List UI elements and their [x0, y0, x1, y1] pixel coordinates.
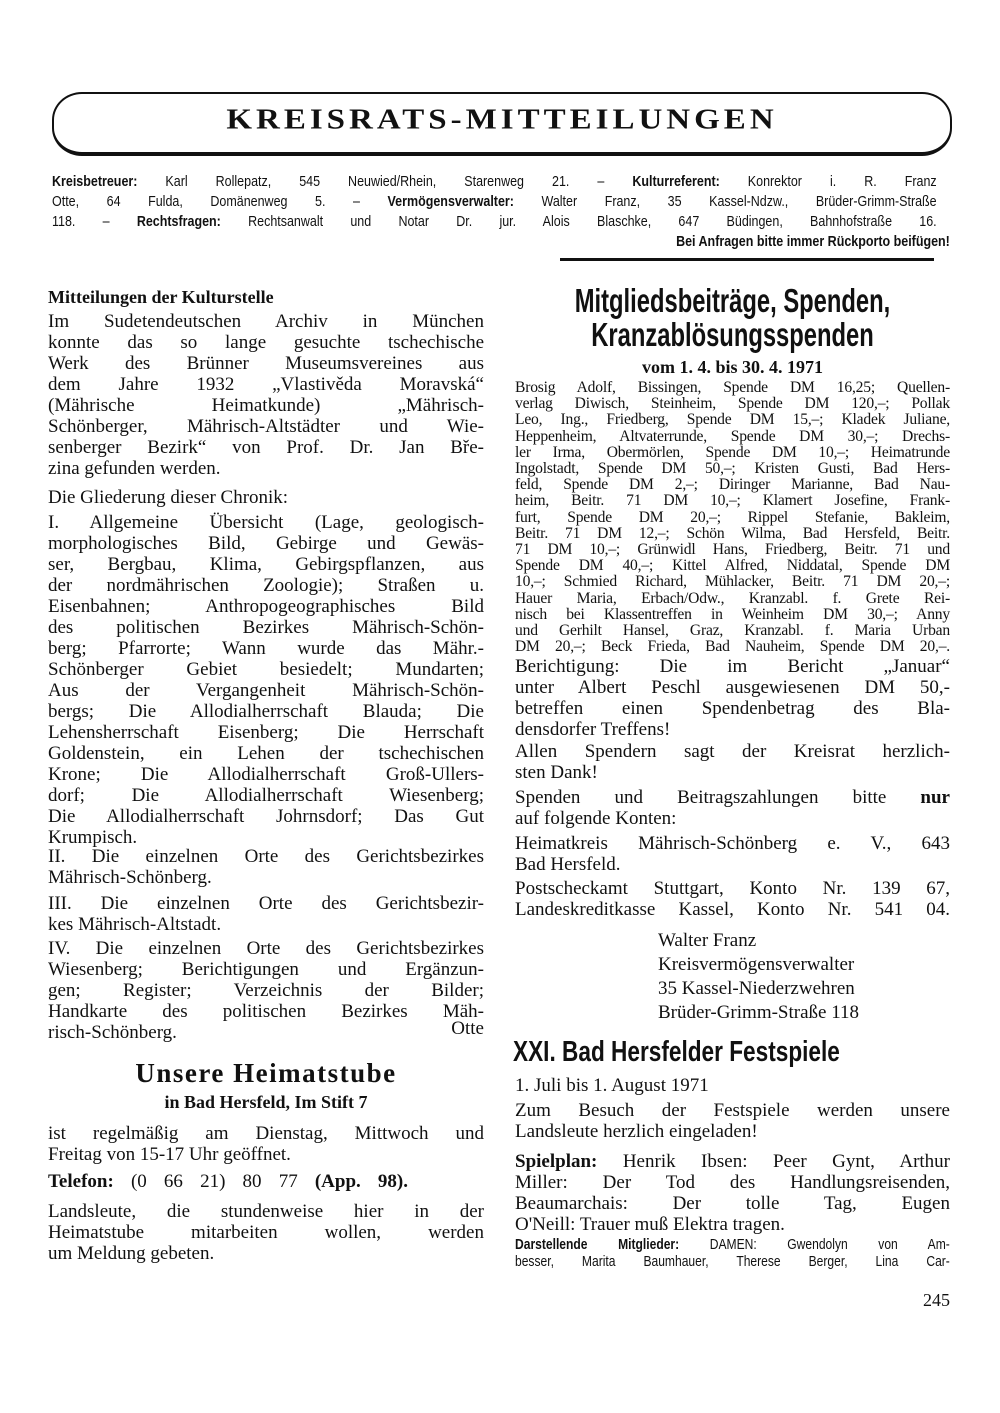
- text-line: Heimatstube mitarbeiten wollen, werden: [48, 1222, 484, 1243]
- text-line: Brüder-Grimm-Straße 118: [658, 1002, 860, 1023]
- text-segment: Miller: Der Tod des Handlungsreisenden,: [515, 1172, 950, 1193]
- bold-label: Vermögensverwalter:: [387, 193, 514, 210]
- text-line: Lehensherrschaft Eisenberg; Die Herrschaft: [48, 722, 484, 743]
- contacts-block: [52, 172, 937, 232]
- text-line: Bad Hersfeld.: [515, 854, 621, 875]
- payment-paragraph: [515, 787, 950, 829]
- text-line: DM 20,–; Beck Frieda, Bad Nauheim, Spende DM 20,–.: [515, 638, 950, 656]
- text-line: Werk des Brünner Museumsvereines aus: [48, 353, 484, 374]
- text-line: Freitag von 15-17 Uhr geöffnet.: [48, 1144, 291, 1165]
- cast-paragraph: [515, 1237, 950, 1270]
- program-paragraph: [515, 1151, 950, 1235]
- heimatstube-address: in Bad Hersfeld, Im Stift 7: [164, 1092, 368, 1112]
- text-line: dorf; Die Allodialherrschaft Wiesenberg;: [48, 785, 484, 806]
- header-banner: [52, 92, 952, 156]
- bold-label: Spielplan:: [515, 1151, 598, 1172]
- text-line: Heppenheim, Altvaterrunde, Spende DM 30,–; Drechs-: [515, 427, 950, 445]
- paragraph: [48, 1123, 484, 1165]
- text-segment: (0 66 21) 80 77: [113, 1171, 315, 1192]
- text-line: Postscheckamt Stuttgart, Konto Nr. 139 67,: [515, 878, 950, 899]
- text-line: [515, 1172, 950, 1193]
- text-line: Schönberger Gebiet besiedelt; Mundarten;: [48, 659, 484, 680]
- text-line: Die Allodialherrschaft Johrnsdorf; Das Gut: [48, 806, 484, 827]
- bold-label: Rechtsfragen:: [136, 213, 221, 230]
- return-postage-notice: Bei Anfragen bitte immer Rückporto beifügen!: [676, 233, 950, 250]
- text-segment: besser, Marita Baumhauer, Therese Berger, Lina Car-: [515, 1253, 950, 1270]
- text-line: [515, 1193, 950, 1214]
- text-line: und Gerhilt Hansel, Graz, Kranzabl. f. Maria Urban: [515, 622, 950, 640]
- bold-label: nur: [920, 787, 950, 808]
- section-heading-kulturstelle: Mitteilungen der Kulturstelle: [48, 287, 274, 307]
- text-line: betreffen einen Spendenbetrag des Bla-: [515, 698, 950, 719]
- phone-line: [48, 1171, 408, 1192]
- text-line: Walter Franz: [658, 930, 757, 951]
- text-line: Landsleute herzlich eingeladen!: [515, 1121, 758, 1142]
- text-segment: Otte, 64 Fulda, Domänenweg 5. –: [52, 193, 388, 210]
- text-line: um Meldung gebeten.: [48, 1243, 215, 1264]
- paragraph: [48, 846, 484, 888]
- text-line: nisch bei Klassentreffen in Weinheim DM 30,–; Anny: [515, 605, 950, 623]
- paragraph: [48, 1201, 484, 1264]
- text-line: I. Allgemeine Übersicht (Lage, geologisch-: [48, 512, 484, 533]
- text-line: 1. Juli bis 1. August 1971: [515, 1075, 709, 1096]
- donations-list: [515, 380, 950, 655]
- text-line: ser, Bergbau, Klima, Gebirgspflanzen, aus: [48, 554, 484, 575]
- text-line: Krumpisch.: [48, 827, 138, 848]
- text-segment: Karl Rollepatz, 545 Neuwied/Rhein, Starenweg 21. –: [137, 173, 633, 190]
- text-line: Aus der Vergangenheit Mährisch-Schön-: [48, 680, 484, 701]
- text-line: [515, 808, 950, 829]
- text-line: [515, 1214, 950, 1235]
- text-line: [515, 1237, 950, 1254]
- text-line: densdorfer Treffens!: [515, 719, 671, 740]
- donations-title-line1: Mitgliedsbeiträge, Spenden,: [574, 282, 891, 319]
- text-line: senberger Bezirk“ von Prof. Dr. Jan Bře-: [48, 437, 484, 458]
- text-line: Beitr. 71 DM 12,–; Schön Wilma, Bad Hersfeld, Beitr.: [515, 524, 950, 542]
- text-line: Eisenbahnen; Anthropogeographisches Bild: [48, 596, 484, 617]
- paragraph: [48, 893, 484, 935]
- text-line: der nordmährischen Zoologie); Straßen u.: [48, 575, 484, 596]
- text-segment: Walter Franz, 35 Kassel-Ndzw., Brüder-Grimm-Straße: [513, 193, 937, 210]
- text-segment: Spenden und Beitragszahlungen bitte: [515, 787, 921, 808]
- text-segment: Henrik Ibsen: Peer Gynt, Arthur: [597, 1151, 950, 1172]
- text-line: berg; Pfarrorte; Wann wurde das Mähr.-: [48, 638, 484, 659]
- paragraph: [48, 938, 484, 1043]
- text-segment: auf folgende Konten:: [515, 808, 677, 829]
- author-signature: Otte: [451, 1018, 484, 1039]
- text-line: [48, 1171, 408, 1192]
- text-line: Landsleute, die stundenweise hier in der: [48, 1201, 484, 1222]
- text-line: Mährisch-Schönberg.: [48, 867, 212, 888]
- divider: [560, 258, 934, 261]
- text-line: Goldenstein, ein Lehen der tschechischen: [48, 743, 484, 764]
- text-line: [515, 787, 950, 808]
- text-segment: O'Neill: Trauer muß Elektra tragen.: [515, 1214, 785, 1235]
- bold-label: (App. 98).: [314, 1171, 409, 1192]
- heimatstube-heading: Unsere Heimatstube: [135, 1058, 397, 1088]
- text-line: morphologisches Bild, Gebirge und Gewäs-: [48, 533, 484, 554]
- text-line: des politischen Bezirkes Mährisch-Schön-: [48, 617, 484, 638]
- bold-label: Kulturreferent:: [632, 173, 720, 190]
- text-line: sten Dank!: [515, 762, 598, 783]
- text-line: bergs; Die Allodialherrschaft Blauda; Die: [48, 701, 484, 722]
- text-line: [52, 212, 937, 232]
- text-line: 35 Kassel-Niederzwehren: [658, 978, 855, 999]
- text-line: [52, 192, 937, 212]
- text-line: feld, Spende DM 2,–; Diringer Marianne, Bad Nau-: [515, 476, 950, 494]
- text-line: Hauer Maria, Erbach/Odw., Kranzabl. f. Grete Rei-: [515, 589, 950, 607]
- paragraph: [48, 311, 484, 479]
- text-line: Leo, Ing., Friedberg, Spende DM 15,–; Kladek Juliane,: [515, 411, 950, 429]
- text-line: zina gefunden werden.: [48, 458, 221, 479]
- text-line: risch-Schönberg.: [48, 1022, 177, 1043]
- text-line: Spende DM 40,–; Kittel Alfred, Niddatal, Spende DM: [515, 557, 950, 575]
- text-segment: Beaumarchais: Der tolle Tag, Eugen: [515, 1193, 950, 1214]
- text-line: Wiesenberg; Berichtigungen und Ergänzun-: [48, 959, 484, 980]
- text-line: Die Gliederung dieser Chronik:: [48, 487, 289, 508]
- text-line: [515, 1151, 950, 1172]
- paragraph: [515, 1100, 950, 1142]
- text-line: Ingolstadt, Spende DM 50,–; Kristen Gusti, Bad Hers-: [515, 460, 950, 478]
- correction-paragraph: [515, 656, 950, 740]
- text-segment: Rechtsanwalt und Notar Dr. jur. Alois Blaschke, 647 Büdingen, Bahnhofstraße 16.: [220, 213, 937, 230]
- text-line: 10,–; Schmied Richard, Mühlacker, Beitr. 71 DM 20,–;: [515, 573, 950, 591]
- page-number: 245: [923, 1290, 950, 1310]
- text-line: ist regelmäßig am Dienstag, Mittwoch und: [48, 1123, 484, 1144]
- text-line: heim, Beitr. 71 DM 10,–; Klamert Josefine, Frank-: [515, 492, 950, 510]
- account-paragraph: [515, 833, 950, 875]
- donations-title-line2: Kranzablösungsspenden: [591, 316, 874, 353]
- text-line: Im Sudetendeutschen Archiv in München: [48, 311, 484, 332]
- paragraph: [48, 487, 484, 508]
- text-line: 71 DM 10,–; Grünwidl Hans, Friedberg, Beitr. 71 und: [515, 541, 950, 559]
- bold-label: Darstellende Mitglieder:: [515, 1237, 680, 1253]
- text-line: Allen Spendern sagt der Kreisrat herzlich-: [515, 741, 950, 762]
- text-line: verlag Diwisch, Steinheim, Spende DM 120,–; Pollak: [515, 395, 950, 413]
- text-line: Krone; Die Allodialherrschaft Groß-Ullers-: [48, 764, 484, 785]
- text-line: konnte das so lange gesuchte tschechische: [48, 332, 484, 353]
- text-line: Handkarte des politischen Bezirkes Mäh-: [48, 1001, 484, 1022]
- paragraph: [48, 512, 484, 848]
- text-line: Berichtigung: Die im Bericht „Januar“: [515, 656, 950, 677]
- thanks-paragraph: [515, 741, 950, 783]
- text-line: (Mährische Heimatkunde) „Mährisch-: [48, 395, 484, 416]
- text-line: unter Albert Peschl ausgewiesenen DM 50,-: [515, 677, 950, 698]
- text-line: furt, Spende DM 20,–; Rippel Stefanie, Bakleim,: [515, 508, 950, 526]
- text-line: II. Die einzelnen Orte des Gerichtsbezirkes: [48, 846, 484, 867]
- text-line: Heimatkreis Mährisch-Schönberg e. V., 643: [515, 833, 950, 854]
- bold-label: Telefon:: [48, 1171, 114, 1192]
- text-line: III. Die einzelnen Orte des Gerichtsbezir-: [48, 893, 484, 914]
- account-paragraph: [515, 878, 950, 920]
- festival-heading: XXI. Bad Hersfelder Festspiele: [513, 1036, 840, 1068]
- signature-block: [658, 929, 948, 1025]
- text-line: Landeskreditkasse Kassel, Konto Nr. 541 04.: [515, 899, 950, 920]
- text-line: Zum Besuch der Festspiele werden unsere: [515, 1100, 950, 1121]
- text-line: dem Jahre 1932 „Vlastivěda Moravská“: [48, 374, 484, 395]
- festival-dates: [515, 1075, 950, 1096]
- text-line: Schönberger, Mährisch-Altstädter und Wie-: [48, 416, 484, 437]
- text-segment: 118. –: [52, 213, 137, 230]
- text-line: gen; Register; Verzeichnis der Bilder;: [48, 980, 484, 1001]
- text-segment: Konrektor i. R. Franz: [719, 173, 937, 190]
- text-line: IV. Die einzelnen Orte des Gerichtsbezirkes: [48, 938, 484, 959]
- donations-period: vom 1. 4. bis 30. 4. 1971: [641, 357, 823, 377]
- text-line: [52, 172, 937, 192]
- bold-label: Kreisbetreuer:: [52, 173, 138, 190]
- page-title: KREISRATS-MITTEILUNGEN: [226, 104, 778, 136]
- text-segment: DAMEN: Gwendolyn von Am-: [679, 1237, 950, 1253]
- text-line: ler Irma, Obermörlen, Spende DM 10,–; Heimatrunde: [515, 443, 950, 461]
- text-line: [515, 1254, 950, 1271]
- text-line: kes Mährisch-Altstadt.: [48, 914, 222, 935]
- text-line: Kreisvermögensverwalter: [658, 954, 855, 975]
- text-line: Brosig Adolf, Bissingen, Spende DM 16,25; Quellen-: [515, 379, 950, 396]
